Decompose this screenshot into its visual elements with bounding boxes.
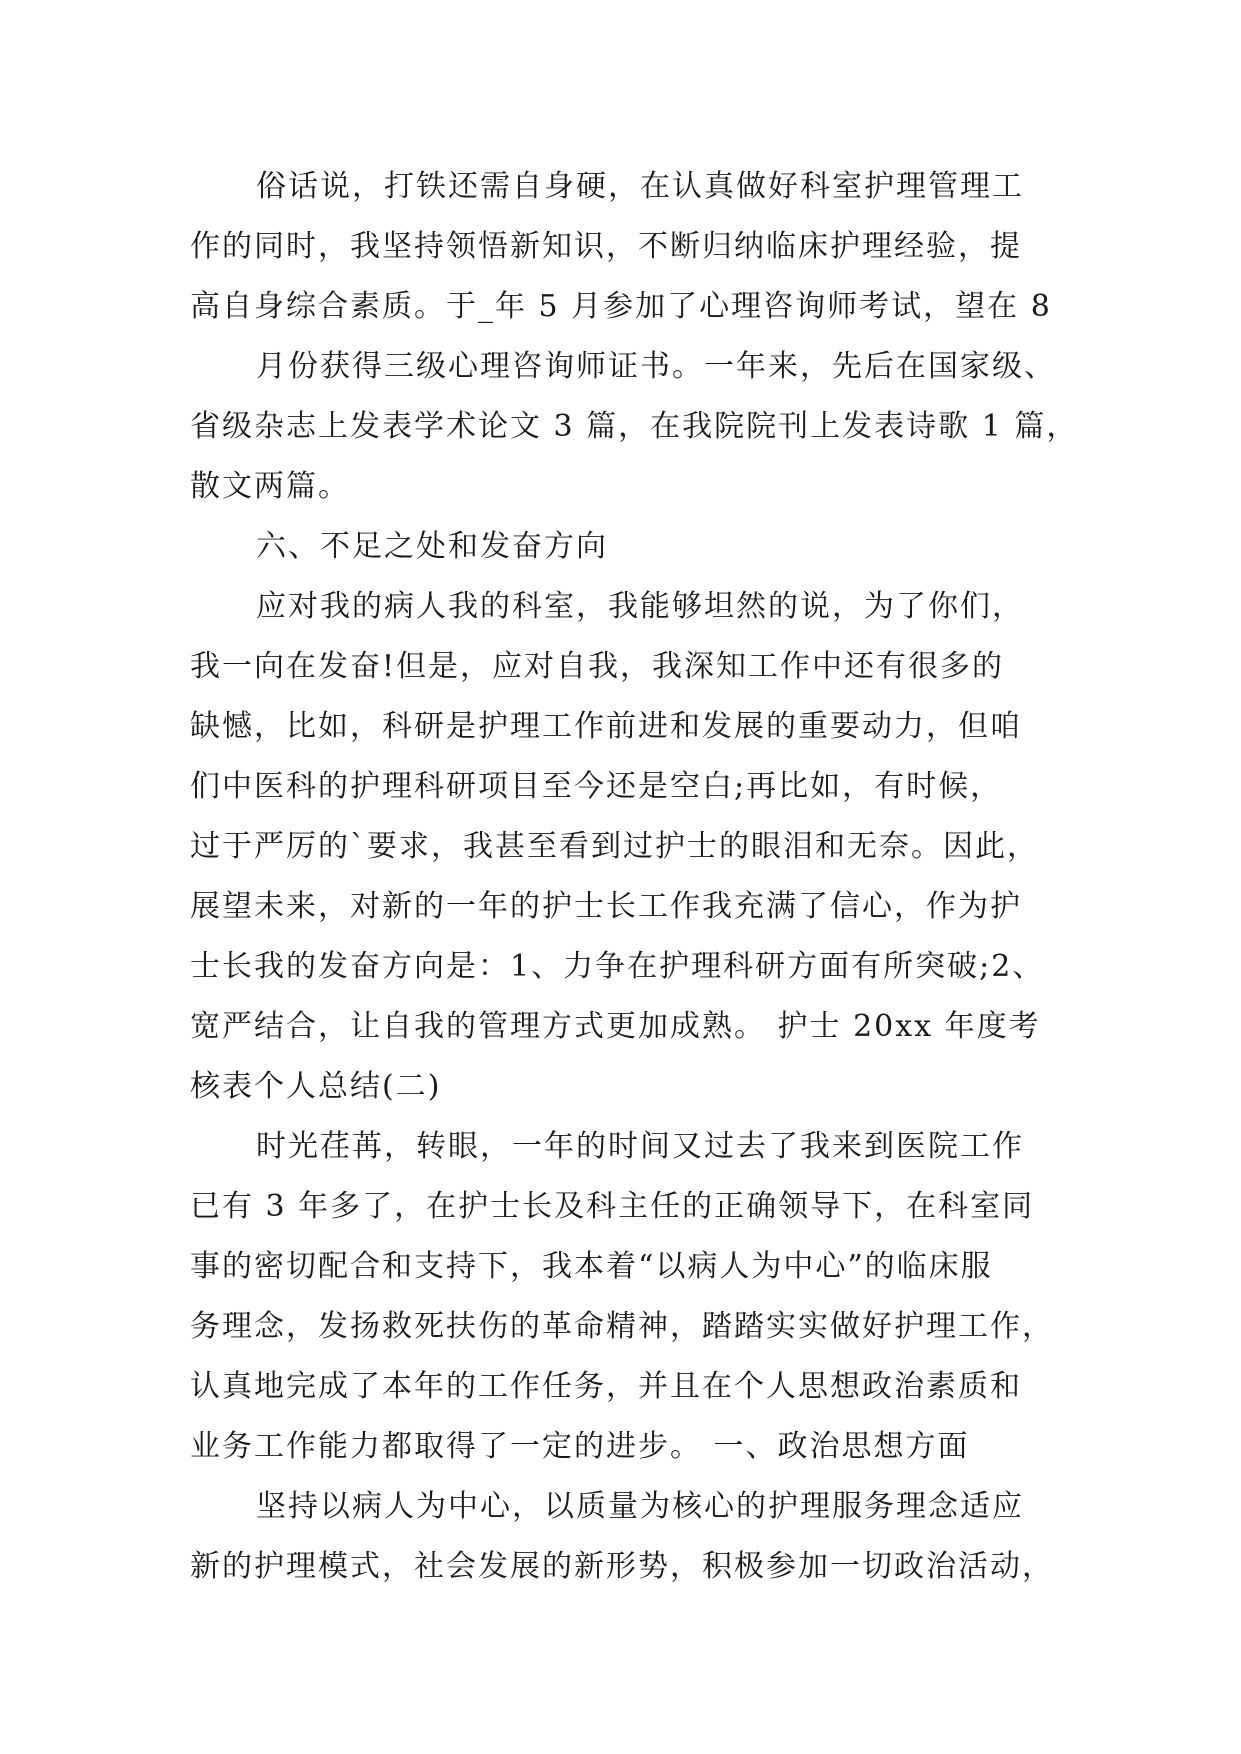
paragraph-line: 应对我的病人我的科室，我能够坦然的说，为了你们， bbox=[256, 589, 1024, 624]
paragraph-line: 们中医科的护理科研项目至今还是空白;再比如，有时候， bbox=[190, 769, 1003, 804]
paragraph-line: 我一向在发奋!但是，应对自我，我深知工作中还有很多的 bbox=[190, 649, 1005, 684]
paragraph-line: 高自身综合素质。于_年 5 月参加了心理咨询师考试，望在 8 bbox=[190, 289, 1052, 324]
paragraph-line: 核表个人总结(二) bbox=[190, 1069, 442, 1104]
paragraph-line: 省级杂志上发表学术论文 3 篇，在我院院刊上发表诗歌 1 篇， bbox=[190, 409, 1079, 444]
paragraph-line: 新的护理模式，社会发展的新形势，积极参加一切政治活动， bbox=[190, 1549, 1054, 1584]
paragraph-line: 已有 3 年多了，在护士长及科主任的正确领导下，在科室同 bbox=[190, 1189, 1035, 1224]
paragraph-line: 月份获得三级心理咨询师证书。一年来，先后在国家级、 bbox=[256, 349, 1056, 384]
paragraph-line: 士长我的发奋方向是：1、力争在护理科研方面有所突破;2、 bbox=[190, 949, 1045, 984]
paragraph-line: 过于严厉的`要求，我甚至看到过护士的眼泪和无奈。因此， bbox=[190, 829, 1039, 864]
paragraph-line: 展望未来，对新的一年的护士长工作我充满了信心，作为护 bbox=[190, 889, 1022, 924]
paragraph-line: 散文两篇。 bbox=[190, 469, 350, 504]
paragraph-line: 业务工作能力都取得了一定的进步。 一、政治思想方面 bbox=[190, 1429, 970, 1464]
paragraph-line: 时光荏苒，转眼，一年的时间又过去了我来到医院工作 bbox=[256, 1129, 1024, 1164]
section-heading: 六、不足之处和发奋方向 bbox=[256, 529, 608, 564]
paragraph-line: 务理念，发扬救死扶伤的革命精神，踏踏实实做好护理工作， bbox=[190, 1309, 1054, 1344]
paragraph-line: 缺憾，比如，科研是护理工作前进和发展的重要动力，但咱 bbox=[190, 709, 1022, 744]
paragraph-line: 俗话说，打铁还需自身硬，在认真做好科室护理管理工 bbox=[256, 169, 1024, 204]
paragraph-line: 宽严结合，让自我的管理方式更加成熟。 护士 20xx 年度考 bbox=[190, 1009, 1041, 1044]
paragraph-line: 坚持以病人为中心，以质量为核心的护理服务理念适应 bbox=[256, 1489, 1024, 1524]
paragraph-line: 作的同时，我坚持领悟新知识，不断归纳临床护理经验，提 bbox=[190, 229, 1022, 264]
paragraph-line: 认真地完成了本年的工作任务，并且在个人思想政治素质和 bbox=[190, 1369, 1022, 1404]
paragraph-line: 事的密切配合和支持下，我本着“以病人为中心”的临床服 bbox=[190, 1249, 993, 1284]
